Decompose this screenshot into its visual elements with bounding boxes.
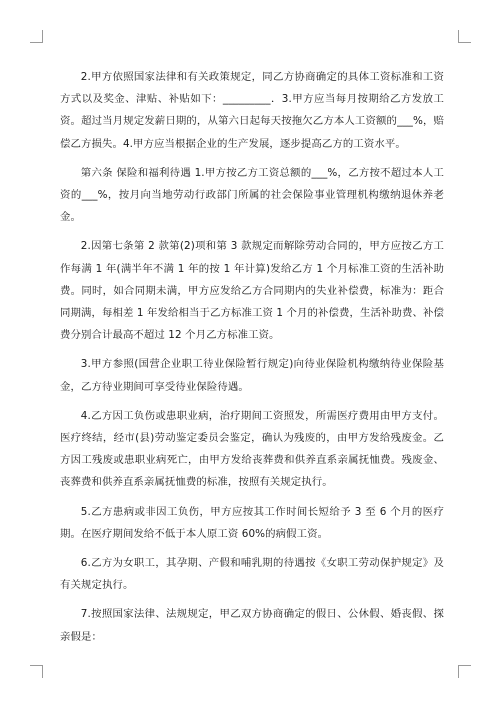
- crop-mark-bottom-right: [458, 665, 471, 678]
- paragraph-wage: 2.甲方依照国家法律和有关政策规定，同乙方协商确定的具体工资标准和工资方式以及奖金、津贴、补贴如下：_________．3.甲方应当每月按期给乙方发放工资。超过当月规定发薪日期的，从第六日起每天按拖欠乙方本人工资额的___%，赔偿乙方损失。4.甲方应当根据企业的生产发展，逐步提高乙方的工资水平。: [60, 71, 444, 150]
- paragraph-holidays: 7.按照国家法律、法规规定，甲乙双方协商确定的假日、公休假、婚丧假、探亲假是：: [60, 608, 444, 643]
- crop-mark-top-right: [458, 30, 471, 43]
- crop-mark-bottom-left: [30, 665, 43, 678]
- crop-mark-top-left: [30, 30, 43, 43]
- paragraph-sick-leave: 5.乙方患病或非因工负伤，甲方应按其工作时间长短给予 3 至 6 个月的医疗期。在医疗期间发给不低于本人原工资 60%的病假工资。: [60, 505, 444, 540]
- paragraph-article-six: 第六条 保险和福利待遇 1.甲方按乙方工资总额的___%，乙方按不超过本人工资的___%，按月向当地劳动行政部门所属的社会保险事业管理机构缴纳退休养老金。: [60, 166, 444, 224]
- paragraph-work-injury: 4.乙方因工负伤或患职业病，治疗期间工资照发，所需医疗费用由甲方支付。医疗终结，经市(县)劳动鉴定委员会鉴定，确认为残废的，由甲方发给残废金。乙方因工残废或患职业病死亡，由甲方发给丧葬费和供养直系亲属抚恤费。残废金、丧葬费和供养直系亲属抚恤费的标准，按照有关规定执行。: [60, 409, 444, 489]
- paragraph-termination-subsidy: 2.因第七条第 2 款第(2)项和第 3 款规定而解除劳动合同的，甲方应按乙方工作每满 1 年(满半年不满 1 年的按 1 年计算)发给乙方 1 个月标准工资的生活补助费。同时，如合同期未满，甲方应发给乙方合同期内的失业补偿费，标准为：距合同期满，每相差 1 年发给相当于乙方标准工资 1 个月的补偿费，生活补助费、补偿费分别合计最高不超过 12 个月乙方标准工资。: [60, 240, 444, 342]
- paragraph-unemployment-insurance: 3.甲方参照(国营企业职工待业保险暂行规定)向待业保险机构缴纳待业保险基金，乙方待业期间可享受待业保险待遇。: [60, 358, 444, 393]
- paragraph-female-employee: 6.乙方为女职工，其孕期、产假和哺乳期的待遇按《女职工劳动保护规定》及有关规定执行。: [60, 557, 444, 592]
- document-body: [60, 66, 444, 655]
